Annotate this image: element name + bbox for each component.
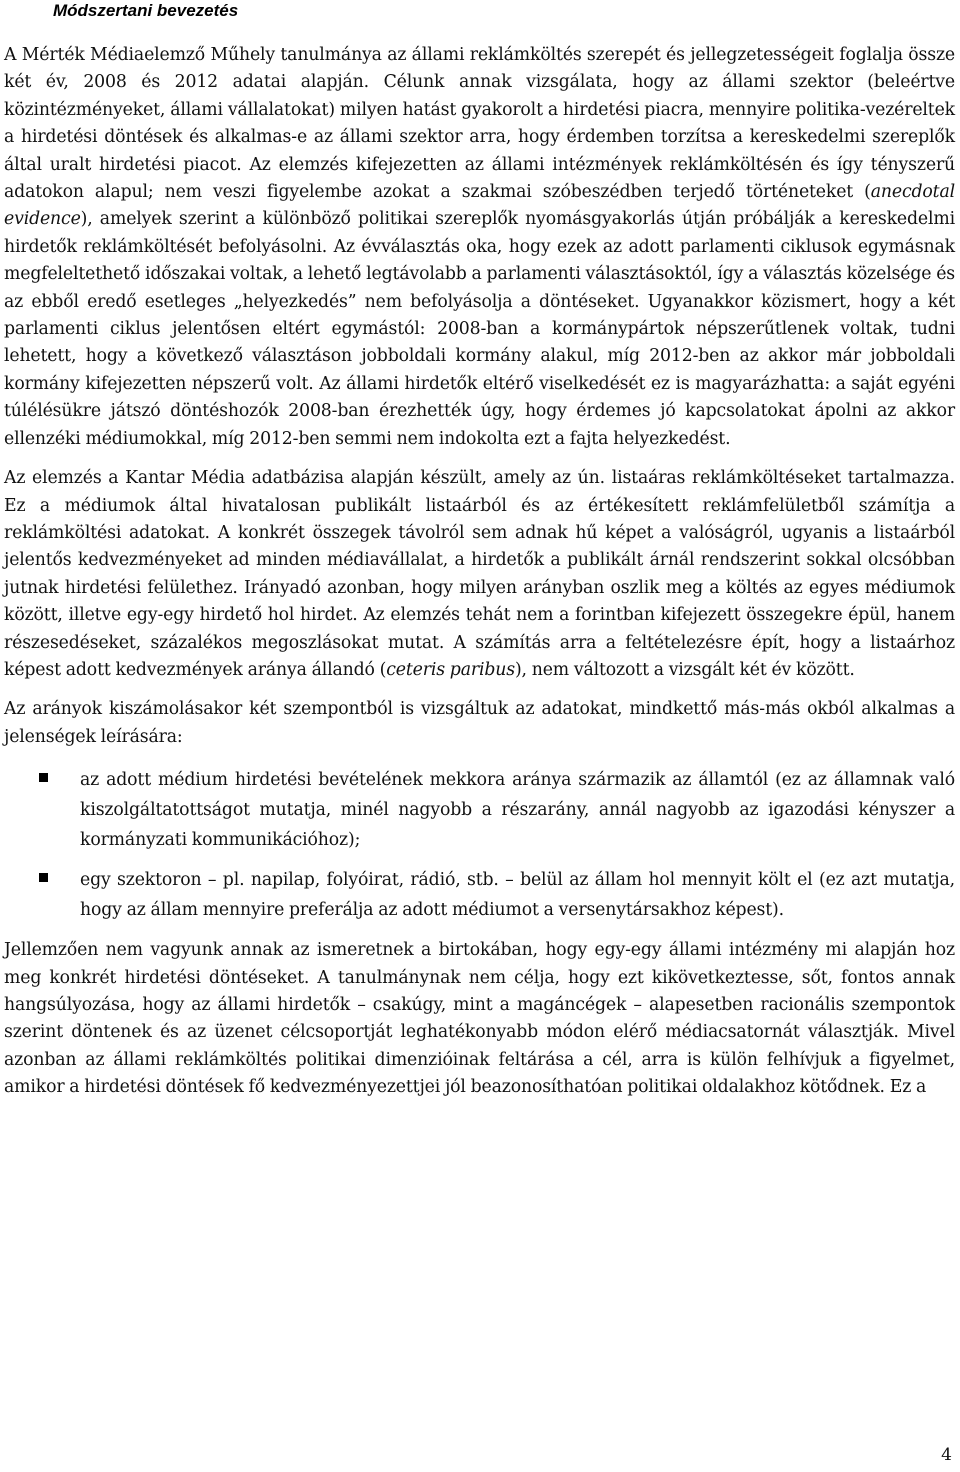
closing-paragraph: Jellemzően nem vagyunk annak az ismeretnek a birtokában, hogy egy-egy állami intézmény mi alapján hoz meg konkrét hirdetési döntéseket. A tanulmánynak nem célja, hogy ezt kikövetkeztesse, sőt, fontos annak hangsúlyozása, hogy az állami hirdetők – csakúgy, mint a magáncégek – alapesetben racionális szempontok szerint döntenek és az üzenet célcsoportját leghatékonyabb módon elérő médiacsatornát választják. Mivel azonban az állami reklámköltés politikai dimenzióinak feltárása a cél, arra is külön felhívjuk a figyelmet, amikor a hirdetési döntések fő kedvezményezettjei jól beazonosíthatóan politikai oldalakhoz kötődnek. Ez a	[4, 940, 955, 1098]
database-paragraph-italic: ceteris paribus	[386, 659, 515, 680]
list-item	[4, 865, 955, 925]
list-item	[4, 765, 955, 855]
section-heading: Módszertani bevezetés	[53, 1, 239, 20]
page-number: 4	[941, 1445, 952, 1465]
intro-paragraph-italic: anecdotal evidence	[4, 182, 955, 230]
database-paragraph-text-2: ), nem változott a vizsgált két év között.	[514, 659, 855, 680]
database-paragraph	[4, 465, 955, 684]
intro-paragraph	[4, 42, 955, 453]
square-bullet-icon	[39, 873, 48, 882]
bullet-list	[4, 765, 955, 925]
document-page	[4, 0, 955, 1102]
intro-paragraph-text-2: ), amelyek szerint a különböző politikai szereplők nyomásgyakorlás útján próbálják a kereskedelmi hirdetők reklámköltését befolyásolni. Az évválasztás oka, hogy ezek az adott parlamenti ciklusok egymásnak megfeleltethető időszakai voltak, a lehető legtávolabb a parlamenti választásoktól, így a választás közelsége és az ebből eredő esetleges „helyezkedés” nem befolyásolja a döntéseket. Ugyanakkor közismert, hogy a két parlamenti ciklus jelentősen eltért egymástól: 2008-ban a kormánypártok népszerűtlenek voltak, tudni lehetett, hogy a következő választáson jobboldali kormány alakul, míg 2012-ben az akkor már jobboldali kormány kifejezetten népszerű volt. Az állami hirdetők eltérő viselkedését ez is magyarázhatta: a saját egyéni túlélésükre játszó döntéshozók 2008-ban érezhették úgy, hogy érdemes jó kapcsolatokat ápolni az akkor ellenzéki médiumokkal, míg 2012-ben semmi nem indokolta ezt a fajta helyezkedést.	[4, 209, 955, 449]
list-item-text: az adott médium hirdetési bevételének mekkora aránya származik az államtól (ez az államnak való kiszolgáltatottságot mutatja, minél nagyobb a részarány, annál nagyobb az igazodási kényszer a kormányzati kommunikációhoz);	[80, 770, 955, 851]
intro-paragraph-text-1: A Mérték Médiaelemző Műhely tanulmánya az állami reklámköltés szerepét és jellegzetességeit foglalja össze két év, 2008 és 2012 adatai alapján. Célunk annak vizsgálata, hogy az állami szektor (beleértve közintézményeket, állami vállalatokat) milyen hatást gyakorolt a hirdetési piacra, mennyire politika-vezéreltek a hirdetési döntések és alkalmas-e az állami szektor arra, hogy érdemben torzítsa a kereskedelmi szereplők által uralt hirdetési piacot. Az elemzés kifejezetten az állami intézmények reklámköltésén és így tényszerű adatokon alapul; nem veszi figyelembe azokat a szakmai szóbeszédben terjedő történeteket (	[4, 45, 955, 203]
square-bullet-icon	[39, 773, 48, 782]
database-paragraph-text-1: Az elemzés a Kantar Média adatbázisa alapján készült, amely az ún. listaáras reklámköltéseket tartalmazza. Ez a médiumok által hivatalosan publikált listaárból és az értékesített reklámfelületből számítja a reklámköltési adatokat. A konkrét összegek távolról sem adnak hű képet a valóságról, ugyanis a listaárból jelentős kedvezményeket ad minden médiavállalat, a hirdetők a publikált árnál rendszerint sokkal olcsóbban jutnak hirdetési felülethez. Irányadó azonban, hogy milyen arányban oszlik meg a költés az egyes médiumok között, illetve egy-egy hirdető hol hirdet. Az elemzés tehát nem a forintban kifejezett összegekre épül, hanem részesedéseket, százalékos megoszlásokat mutat. A számítás arra a feltételezésre épít, hogy a listaárhoz képest adott kedvezmények aránya állandó (	[4, 468, 955, 680]
list-item-text: egy szektoron – pl. napilap, folyóirat, rádió, stb. – belül az állam hol mennyit költ el (ez azt mutatja, hogy az állam mennyire preferálja az adott médiumot a versenytársakhoz képest).	[80, 870, 955, 921]
ratio-paragraph: Az arányok kiszámolásakor két szempontból is vizsgáltuk az adatokat, mindkettő más-más okból alkalmas a jelenségek leírására:	[4, 699, 955, 747]
